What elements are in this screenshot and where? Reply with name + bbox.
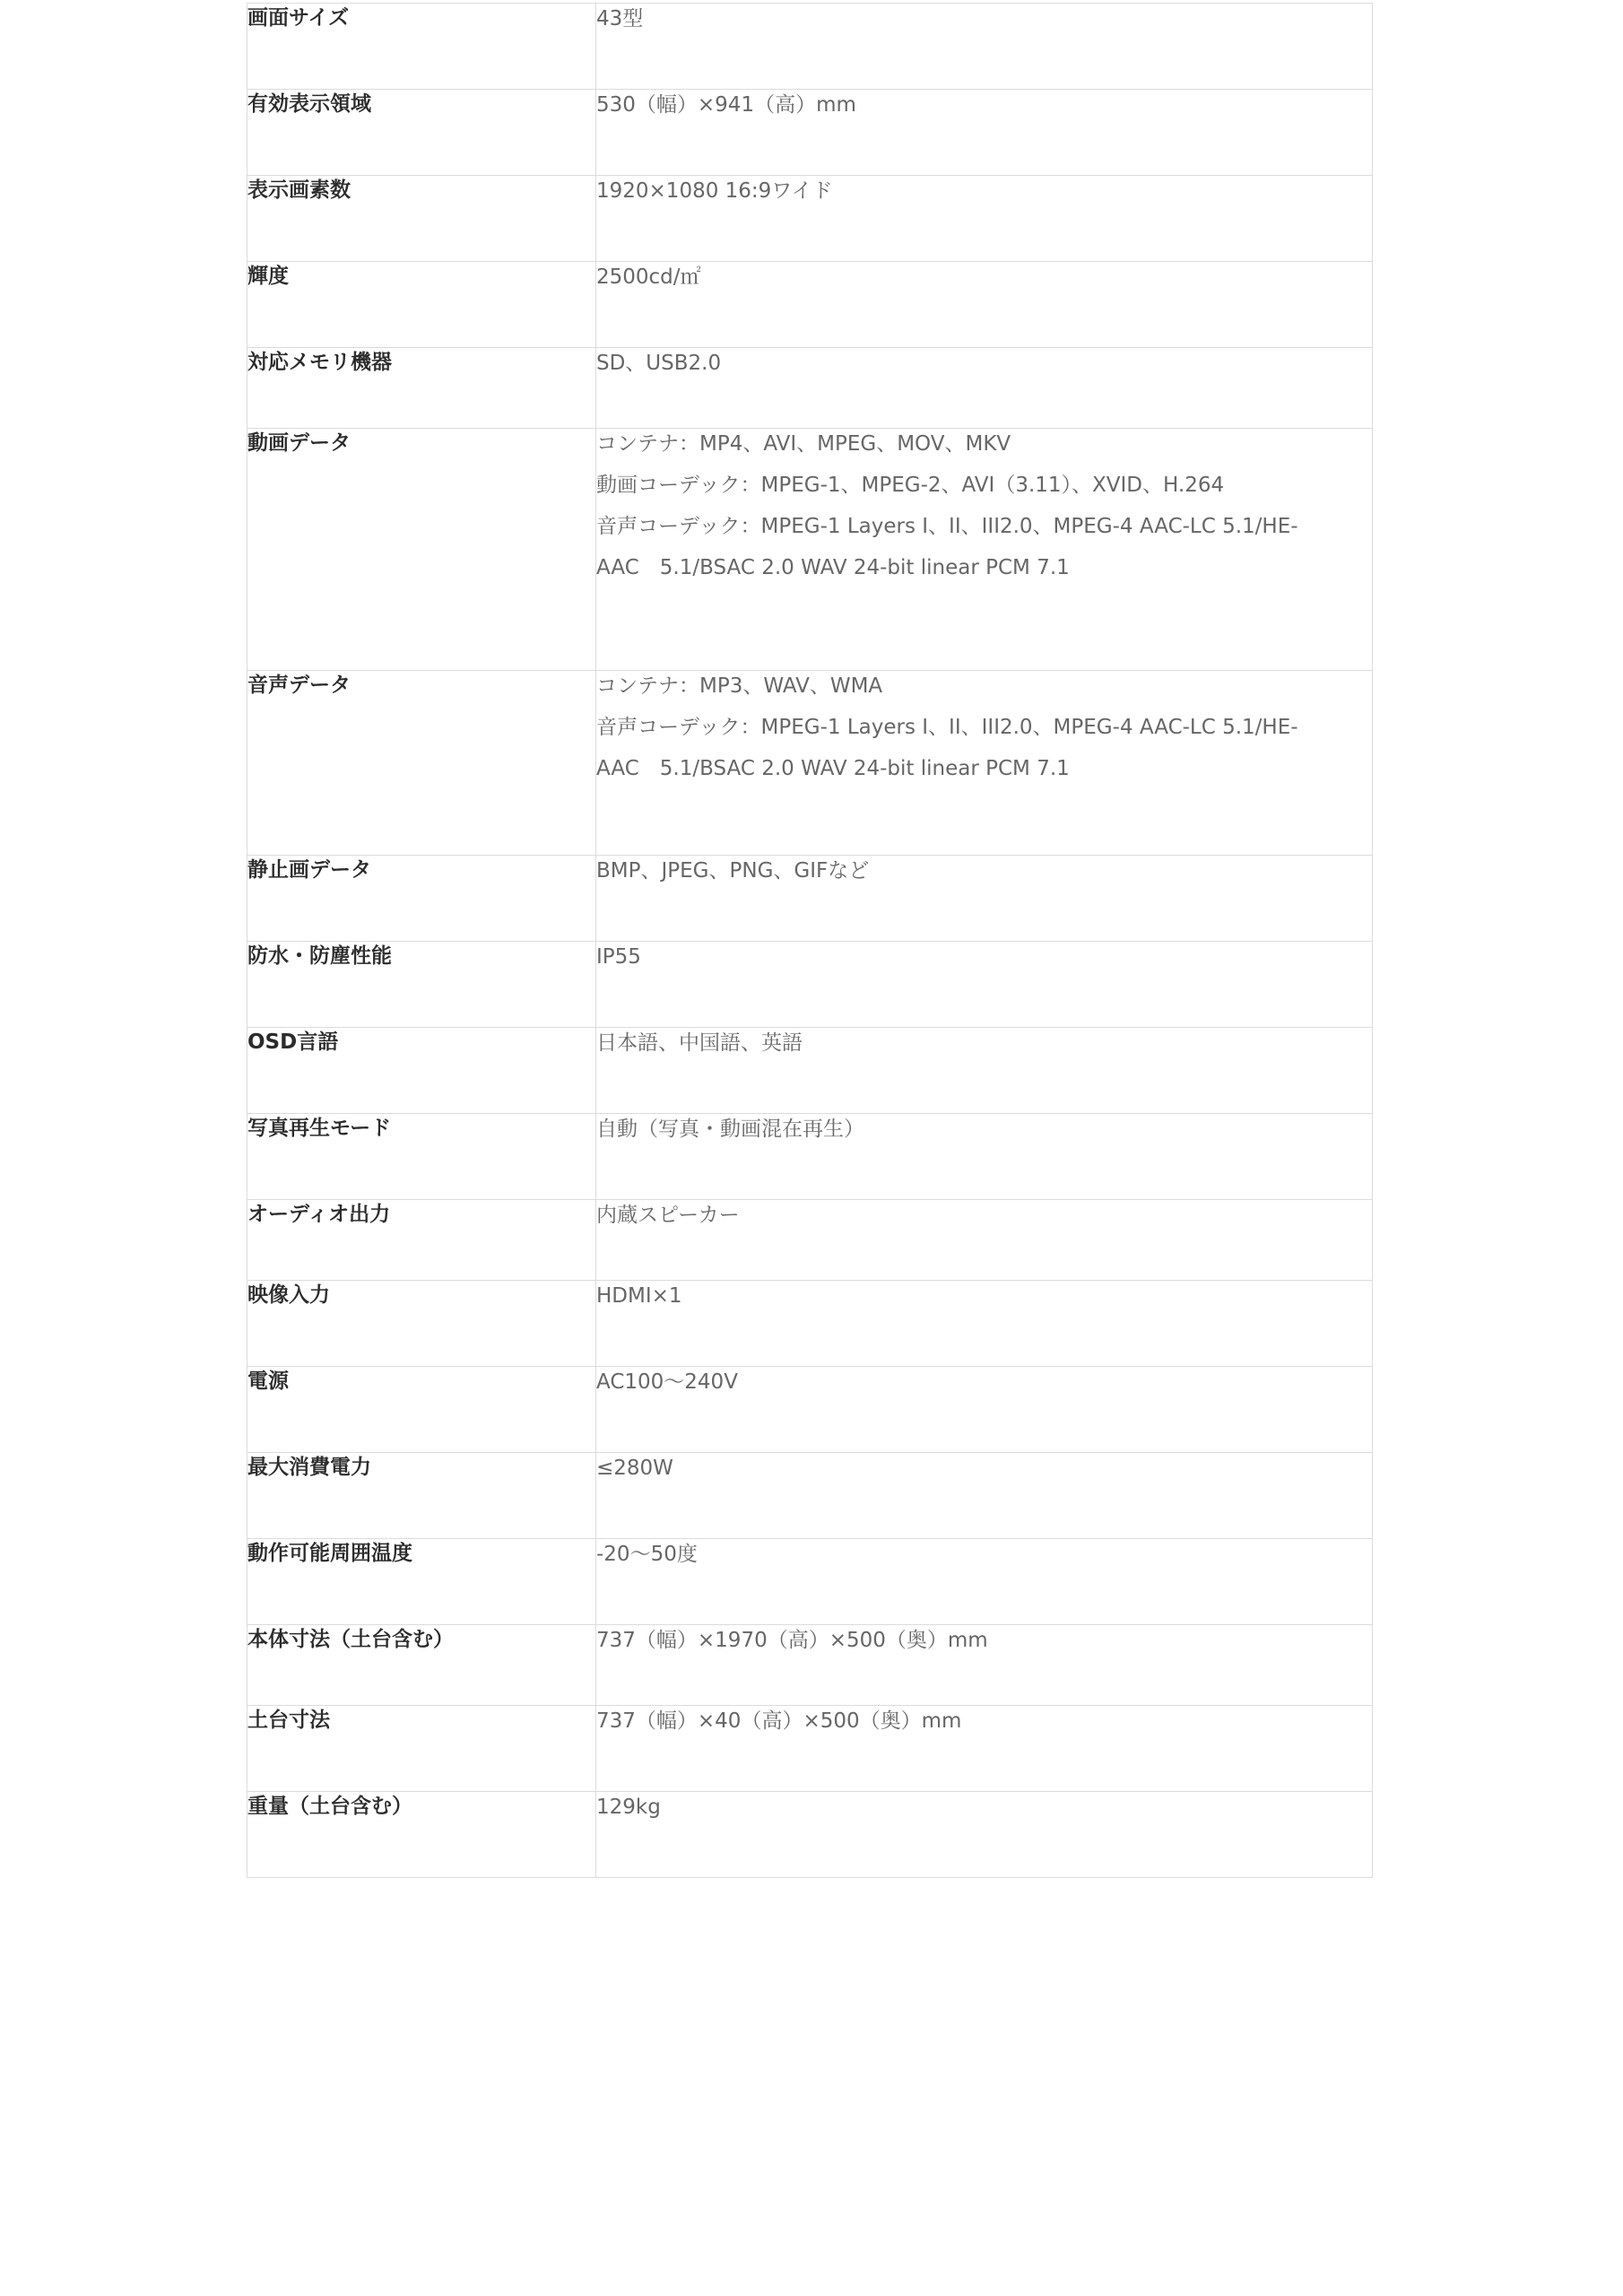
spec-value — [596, 1367, 1373, 1453]
spec-value-line: 2500cd/㎡ — [596, 265, 701, 289]
spec-value-line: SD、USB2.0 — [596, 352, 722, 375]
spec-row-brightness — [247, 262, 1373, 348]
spec-value-line: 737（幅）×1970（高）×500（奥）mm — [596, 1629, 988, 1652]
spec-row-max-power — [247, 1453, 1373, 1539]
spec-value-line: 129kg — [596, 1796, 661, 1819]
spec-row-osd-language — [247, 1028, 1373, 1114]
spec-value — [596, 429, 1373, 671]
spec-label: 動画データ — [247, 429, 596, 671]
spec-row-body-dimensions — [247, 1625, 1373, 1706]
spec-value — [596, 90, 1373, 176]
spec-value — [596, 1792, 1373, 1878]
spec-row-audio-data — [247, 671, 1373, 856]
spec-label: 動作可能周囲温度 — [247, 1539, 596, 1625]
spec-row-temperature — [247, 1539, 1373, 1625]
spec-label: 重量（土台含む） — [247, 1792, 596, 1878]
spec-label: 輝度 — [247, 262, 596, 348]
spec-value-line: AC100～240V — [596, 1370, 738, 1394]
spec-value-line: コンテナ：MP4、AVI、MPEG、MOV、MKV — [596, 432, 1011, 456]
spec-label: 画面サイズ — [247, 4, 596, 90]
spec-value-line: -20～50度 — [596, 1543, 698, 1566]
spec-value — [596, 176, 1373, 262]
spec-row-memory — [247, 348, 1373, 429]
spec-value-line: 音声コーデック：MPEG-1 Layers I、II、III2.0、MPEG-4 AAC-LC 5.1/HE- — [596, 515, 1298, 538]
spec-label: 映像入力 — [247, 1281, 596, 1367]
spec-value — [596, 1281, 1373, 1367]
spec-table-body — [247, 4, 1373, 1878]
spec-label: 本体寸法（土台含む） — [247, 1625, 596, 1706]
spec-label: 静止画データ — [247, 856, 596, 942]
spec-value-line: ≤280W — [596, 1457, 673, 1480]
spec-row-video-data — [247, 429, 1373, 671]
spec-value — [596, 1706, 1373, 1792]
spec-label: 写真再生モード — [247, 1114, 596, 1200]
spec-label: 土台寸法 — [247, 1706, 596, 1792]
spec-row-resolution — [247, 176, 1373, 262]
spec-row-audio-output — [247, 1200, 1373, 1281]
spec-value — [596, 4, 1373, 90]
spec-value-line: 自動（写真・動画混在再生） — [596, 1118, 864, 1141]
spec-value — [596, 942, 1373, 1028]
spec-label: オーディオ出力 — [247, 1200, 596, 1281]
spec-label: 防水・防塵性能 — [247, 942, 596, 1028]
spec-label: 電源 — [247, 1367, 596, 1453]
spec-value-line: コンテナ：MP3、WAV、WMA — [596, 674, 883, 698]
spec-value-line: 内蔵スピーカー — [596, 1204, 740, 1227]
spec-value — [596, 348, 1373, 429]
spec-value-line: 音声コーデック：MPEG-1 Layers I、II、III2.0、MPEG-4 AAC-LC 5.1/HE- — [596, 716, 1298, 739]
spec-row-screen-size — [247, 4, 1373, 90]
spec-row-display-area — [247, 90, 1373, 176]
spec-value-line: BMP、JPEG、PNG、GIFなど — [596, 859, 870, 883]
spec-value-line: 1920×1080 16:9ワイド — [596, 179, 833, 203]
spec-row-base-dimensions — [247, 1706, 1373, 1792]
spec-label: 表示画素数 — [247, 176, 596, 262]
spec-label: 有効表示領域 — [247, 90, 596, 176]
spec-value — [596, 1114, 1373, 1200]
spec-value-line: 737（幅）×40（高）×500（奥）mm — [596, 1709, 962, 1733]
spec-row-waterproof — [247, 942, 1373, 1028]
spec-row-power — [247, 1367, 1373, 1453]
spec-value — [596, 262, 1373, 348]
spec-value — [596, 856, 1373, 942]
spec-label: 音声データ — [247, 671, 596, 856]
spec-value — [596, 1453, 1373, 1539]
spec-label: 最大消費電力 — [247, 1453, 596, 1539]
spec-value-line: 43型 — [596, 7, 644, 30]
spec-value — [596, 671, 1373, 856]
spec-row-video-input — [247, 1281, 1373, 1367]
spec-value-line: AAC 5.1/BSAC 2.0 WAV 24-bit linear PCM 7.1 — [596, 556, 1070, 579]
spec-value-line: 動画コーデック：MPEG-1、MPEG-2、AVI（3.11）、XVID、H.264 — [596, 474, 1225, 497]
spec-value — [596, 1028, 1373, 1114]
spec-value — [596, 1625, 1373, 1706]
spec-value — [596, 1539, 1373, 1625]
spec-value-line: IP55 — [596, 945, 641, 969]
spec-value — [596, 1200, 1373, 1281]
spec-row-weight — [247, 1792, 1373, 1878]
spec-value-line: HDMI×1 — [596, 1284, 682, 1308]
spec-label: 対応メモリ機器 — [247, 348, 596, 429]
spec-value-line: AAC 5.1/BSAC 2.0 WAV 24-bit linear PCM 7.1 — [596, 757, 1070, 780]
spec-row-photo-mode — [247, 1114, 1373, 1200]
spec-value-line: 日本語、中国語、英語 — [596, 1031, 803, 1055]
spec-label: OSD言語 — [247, 1028, 596, 1114]
spec-value-line: 530（幅）×941（高）mm — [596, 93, 856, 117]
spec-table — [247, 3, 1373, 1878]
spec-row-still-image — [247, 856, 1373, 942]
